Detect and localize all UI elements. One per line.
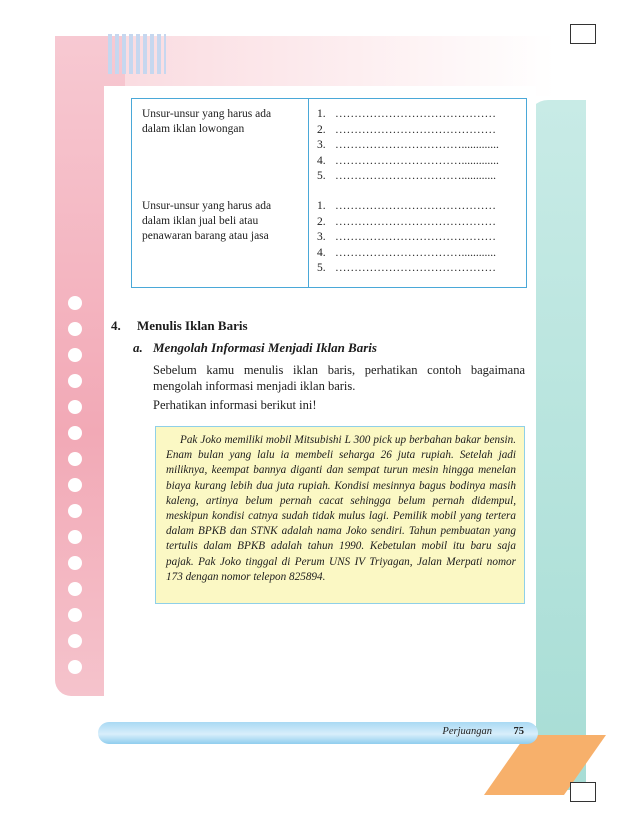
table-row-label: Unsur-unsur yang harus ada dalam iklan jual beli atau penawaran barang atau jasa — [142, 200, 272, 242]
elements-table — [131, 98, 527, 288]
binder-hole — [68, 530, 82, 544]
binder-hole — [68, 504, 82, 518]
table-answer-column — [309, 99, 526, 287]
binder-hole — [68, 296, 82, 310]
answer-list — [317, 199, 520, 291]
subsection-heading — [133, 340, 377, 356]
answer-line[interactable]: 1. …………………………………… — [317, 108, 496, 120]
binder-hole — [68, 634, 82, 648]
answer-list — [317, 107, 520, 199]
section-title: Menulis Iklan Baris — [137, 318, 248, 333]
binder-hole — [68, 478, 82, 492]
binder-hole — [68, 426, 82, 440]
binder-hole — [68, 452, 82, 466]
binder-hole — [68, 374, 82, 388]
answer-line[interactable]: 5. …………………………………… — [317, 262, 496, 274]
decorative-stripes — [108, 34, 166, 74]
answer-line[interactable]: 4. ……………………………............ — [317, 246, 496, 259]
binder-hole — [68, 608, 82, 622]
subsection-title: Mengolah Informasi Menjadi Iklan Baris — [153, 340, 377, 355]
answer-line[interactable]: 3. ……………………………............. — [317, 139, 499, 151]
info-box — [155, 426, 525, 604]
binder-hole — [68, 582, 82, 596]
binder-hole — [68, 556, 82, 570]
binder-hole — [68, 322, 82, 336]
answer-line[interactable]: 2. …………………………………… — [317, 215, 496, 228]
footer-title: Perjuangan — [442, 726, 492, 737]
body-paragraph: Sebelum kamu menulis iklan baris, perhatikan contoh bagaimana mengolah informasi menjadi iklan baris. — [153, 363, 525, 393]
section-heading — [111, 318, 248, 334]
subsection-letter: a. — [133, 340, 143, 355]
binder-hole — [68, 660, 82, 674]
binder-hole — [68, 348, 82, 362]
instruction-text: Perhatikan informasi berikut ini! — [153, 398, 317, 412]
answer-line[interactable]: 3. …………………………………… — [317, 231, 496, 243]
crop-mark-bottom — [570, 782, 596, 802]
answer-line[interactable]: 5. ……………………………............ — [317, 170, 496, 182]
table-label-column — [132, 99, 309, 287]
decorative-green-band — [528, 100, 586, 790]
page-footer — [98, 722, 538, 744]
page-number: 75 — [513, 726, 524, 737]
info-box-text: Pak Joko memiliki mobil Mitsubishi L 300 pick up berbahan bakar bensin. Enam bulan yang lalu ia membeli seharga 26 juta rupiah. Setelah jadi miliknya, keempat bannya diganti dan sempat turun mesin hingga menelan biaya kurang lebih dua juta rupiah. Kondisi mesinnya bagus bodinya masih kaleng, artinya belum pernah cacat sehingga belum pernah didempul, meskipun kondisi catnya sudah tidak mulus lagi. Pemilik mobil yang tertera dalam BPKB dan STNK adalah nama Joko sendiri. Tahun pembuatan yang tertulis dalam BPKB adalah tahun 1990. Kebetulan mobil itu baru saja pajak. Pak Joko tinggal di Perum UNS IV Triyagan, Jalan Merpati nomor 173 dengan nomor telepon 825894. — [166, 434, 516, 583]
answer-line[interactable]: 4. ……………………………............. — [317, 154, 499, 167]
section-number: 4. — [111, 318, 121, 333]
answer-line[interactable]: 2. …………………………………… — [317, 123, 496, 136]
table-row-label: Unsur-unsur yang harus ada dalam iklan lowongan — [142, 108, 272, 135]
answer-line[interactable]: 1. …………………………………… — [317, 200, 496, 212]
crop-mark-top — [570, 24, 596, 44]
binder-hole — [68, 400, 82, 414]
